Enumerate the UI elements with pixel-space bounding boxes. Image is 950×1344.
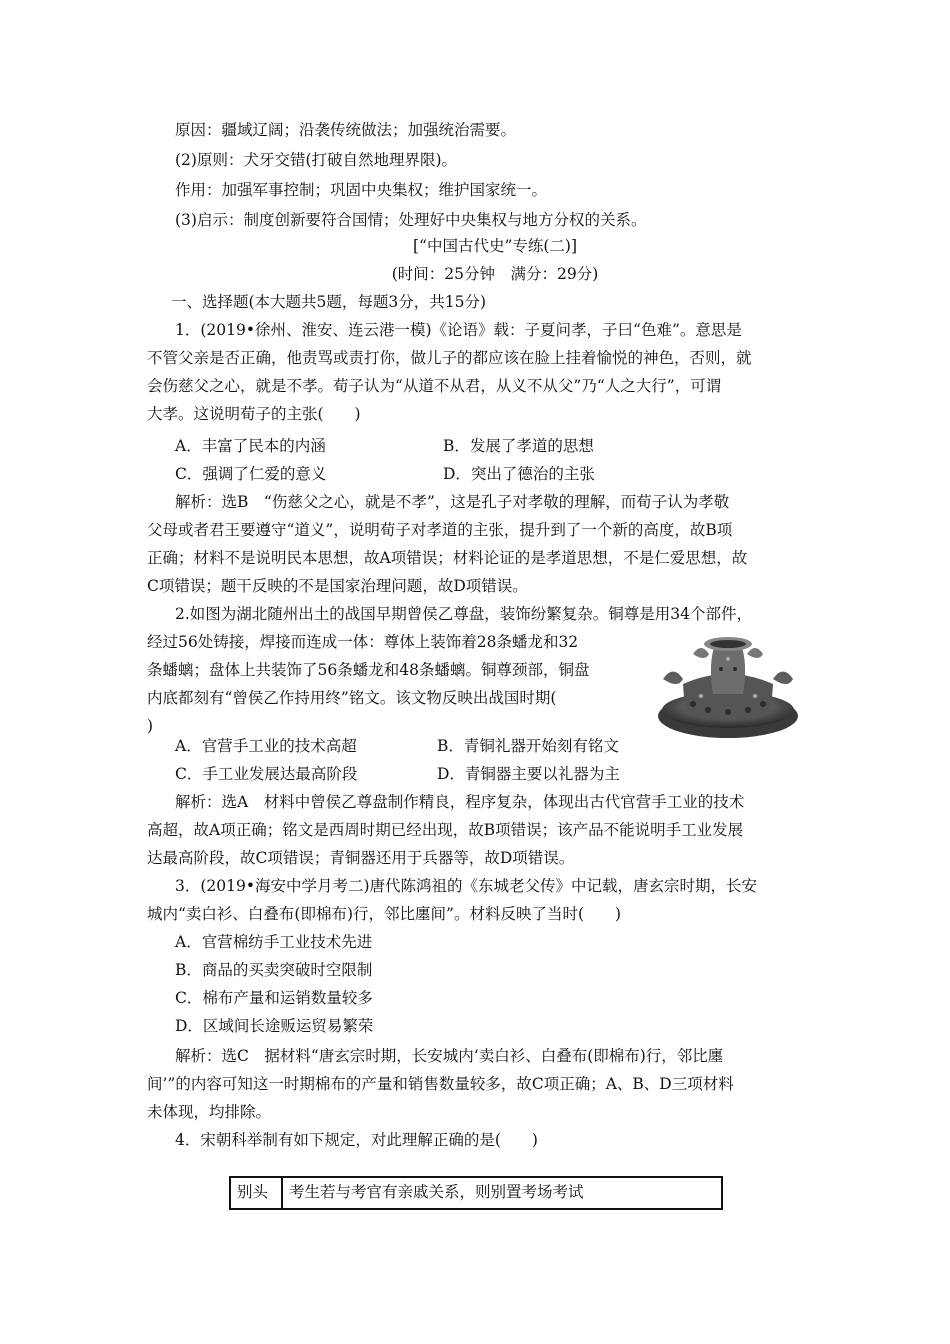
q2-line: 2.如图为湖北随州出土的战国早期曾侯乙尊盘，装饰纷繁复杂。铜尊是用34个部件， — [175, 605, 753, 623]
bronze-zun-pan-photo — [653, 624, 803, 742]
q2-option-d: D．青铜器主要以礼器为主 — [437, 765, 620, 783]
q3-line: 城内“卖白衫、白叠布(即棉布)行，邻比廛间”。材料反映了当时( ) — [147, 905, 622, 923]
q2-line: ) — [147, 717, 154, 735]
q3-option-b: B．商品的买卖突破时空限制 — [175, 961, 373, 979]
q1-analysis: 正确；材料不是说明民本思想，故A项错误；材料论证的是孝道思想，不是仁爱思想，故 — [147, 549, 748, 567]
q1-option-a: A．丰富了民本的内涵 — [175, 437, 326, 455]
q4-line: 4．宋朝科举制有如下规定，对此理解正确的是( ) — [175, 1131, 538, 1149]
q3-analysis: 解析：选C 据材料“唐玄宗时期，长安城内‘卖白衫、白叠布(即棉布)行，邻比廛 — [175, 1047, 724, 1065]
q3-option-d: D．区域间长途贩运贸易繁荣 — [175, 1017, 374, 1035]
q2-option-a: A．官营手工业的技术高超 — [175, 737, 357, 755]
q1-option-c: C．强调了仁爱的意义 — [175, 465, 327, 483]
q3-line: 3．(2019•海安中学月考二)唐代陈鸿祖的《东城老父传》中记载，唐玄宗时期，长安 — [175, 877, 758, 895]
prev-lesson: (3)启示：制度创新要符合国情；处理好中央集权与地方分权的关系。 — [175, 211, 647, 229]
q1-line: 1．(2019•徐州、淮安、连云港一模)《论语》载：子夏问孝，子曰“色难”。意思是 — [175, 321, 742, 339]
regulation-table — [229, 1176, 723, 1210]
q2-analysis: 高超，故A项正确；铭文是西周时期已经出现，故B项错误；该产品不能说明手工业发展 — [147, 821, 744, 839]
q2-analysis: 解析：选A 材料中曾侯乙尊盘制作精良，程序复杂，体现出古代官营手工业的技术 — [175, 793, 745, 811]
q2-option-b: B．青铜礼器开始刻有铭文 — [437, 737, 619, 755]
q1-line: 不管父亲是否正确，他责骂或责打你，做儿子的都应该在脸上挂着愉悦的神色，否则，就 — [147, 349, 752, 367]
table-row — [230, 1177, 722, 1209]
prev-principle: (2)原则：犬牙交错(打破自然地理界限)。 — [175, 151, 458, 169]
q1-line: 大孝。这说明荀子的主张( ) — [147, 405, 361, 423]
section-heading: 一、选择题(本大题共5题，每题3分，共15分) — [171, 293, 487, 311]
q1-analysis: 解析：选B “伤慈父之心，就是不孝”，这是孔子对孝敬的理解，而荀子认为孝敬 — [175, 493, 730, 511]
prev-reason: 原因：疆域辽阔；沿袭传统做法；加强统治需要。 — [175, 121, 517, 139]
q2-option-c: C．手工业发展达最高阶段 — [175, 765, 358, 783]
table-desc: 考生若与考官有亲戚关系，则别置考场考试 — [282, 1177, 722, 1209]
q2-line: 内底都刻有“曾侯乙作持用终”铭文。该文物反映出战国时期( — [147, 689, 557, 707]
q3-option-a: A．官营棉纺手工业技术先进 — [175, 933, 373, 951]
q1-analysis: 父母或者君王要遵守“道义”，说明荀子对孝道的主张，提升到了一个新的高度，故B项 — [147, 521, 733, 539]
section-title: [“中国古代史”专练(二)] — [412, 237, 578, 255]
q2-line: 经过56处铸接，焊接而连成一体：尊体上装饰着28条蟠龙和32 — [147, 633, 579, 651]
q2-line: 条蟠螭；盘体上共装饰了56条蟠龙和48条蟠螭。铜尊颈部，铜盘 — [147, 661, 590, 679]
q1-option-b: B．发展了孝道的思想 — [443, 437, 594, 455]
q2-analysis: 达最高阶段，故C项错误；青铜器还用于兵器等，故D项错误。 — [147, 849, 575, 867]
table-term: 别头 — [230, 1177, 282, 1209]
q1-line: 会伤慈父之心，就是不孝。荀子认为“从道不从君，从义不从父”乃“人之大行”，可谓 — [147, 377, 722, 395]
q3-analysis: 间’”的内容可知这一时期棉布的产量和销售数量较多，故C项正确；A、B、D三项材料 — [147, 1075, 734, 1093]
q3-option-c: C．棉布产量和运销数量较多 — [175, 989, 373, 1007]
prev-effect: 作用：加强军事控制；巩固中央集权；维护国家统一。 — [175, 181, 548, 199]
q1-analysis: C项错误；题干反映的不是国家治理问题，故D项错误。 — [147, 577, 528, 595]
q1-option-d: D．突出了德治的主张 — [443, 465, 595, 483]
q3-analysis: 未体现，均排除。 — [147, 1103, 272, 1121]
section-meta: (时间：25分钟 满分：29分) — [391, 265, 599, 283]
